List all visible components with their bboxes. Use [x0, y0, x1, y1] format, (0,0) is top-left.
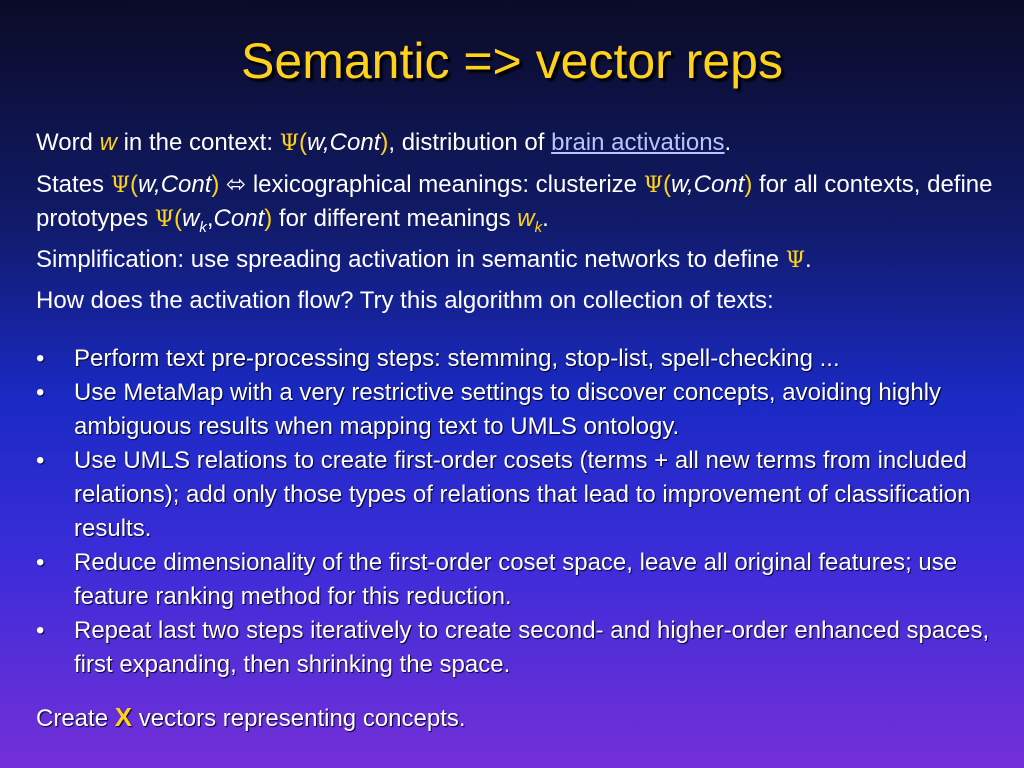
- list-item: [36, 546, 1006, 614]
- double-arrow-icon: ⬄: [219, 171, 253, 198]
- list-item-text: Repeat last two steps iteratively to create second- and higher-order enhanced spaces, first expanding, then shrinking the space.: [74, 617, 990, 678]
- symbol-cont: Cont: [213, 205, 265, 232]
- psi-symbol: Ψ: [110, 173, 131, 198]
- paragraph-states: [36, 168, 996, 236]
- text: for all contexts, define prototypes: [36, 171, 993, 232]
- psi-args: w,Cont: [306, 129, 381, 156]
- list-item-text: Use UMLS relations to create first-order cosets (terms + all new terms from included relations); add only those types of relations that lead to improvement of classification results.: [74, 447, 971, 542]
- paren: (: [174, 205, 183, 232]
- paragraph-question: How does the activation flow? Try this algorithm on collection of texts:: [36, 287, 774, 314]
- psi-args: w,Cont: [671, 171, 745, 198]
- paren: ): [264, 205, 273, 232]
- paren: (: [663, 171, 671, 198]
- paren: ): [744, 171, 753, 198]
- text: in the context:: [116, 129, 280, 156]
- psi-symbol: Ψ: [785, 248, 806, 273]
- text: .: [724, 129, 732, 156]
- paren: (: [298, 129, 307, 156]
- text: .: [805, 246, 812, 273]
- algorithm-steps-list: [36, 342, 1006, 682]
- list-item: [36, 376, 1006, 444]
- list-item: [36, 444, 1006, 546]
- psi-symbol: Ψ: [279, 131, 299, 156]
- symbol-w: w: [182, 205, 200, 232]
- brain-activations-link[interactable]: brain activations: [551, 129, 725, 156]
- text: Word: [36, 129, 100, 156]
- bullet-icon: •: [36, 617, 45, 644]
- text: ,: [206, 205, 214, 232]
- list-item: [36, 614, 1006, 682]
- psi-symbol: Ψ: [643, 173, 663, 198]
- text: lexicographical meanings: clusterize: [252, 171, 644, 198]
- list-item-text: Perform text pre-processing steps: stemming, stop-list, spell-checking ...: [74, 345, 840, 372]
- text: .: [542, 205, 549, 232]
- text: , distribution of: [388, 129, 552, 156]
- text: vectors representing concepts.: [132, 705, 466, 732]
- conclusion-line: [36, 700, 996, 736]
- paren: ): [380, 129, 389, 156]
- psi-symbol: Ψ: [154, 207, 175, 232]
- subscript-k: k: [534, 218, 543, 236]
- paragraph-simplification: [36, 243, 996, 277]
- symbol-w: w: [517, 205, 535, 232]
- bullet-icon: •: [36, 447, 45, 474]
- text: Create: [36, 705, 115, 732]
- text: for different meanings: [272, 205, 518, 232]
- bullet-icon: •: [36, 379, 45, 406]
- symbol-w: w: [99, 129, 117, 156]
- paragraph-context: [36, 126, 996, 160]
- x-vector-symbol: X: [114, 702, 133, 732]
- list-item-text: Reduce dimensionality of the first-order coset space, leave all original features; use feature ranking method for this reduction.: [74, 549, 958, 610]
- text: Simplification: use spreading activation in semantic networks to define: [36, 246, 786, 273]
- bullet-icon: •: [36, 549, 45, 576]
- paren: (: [130, 171, 139, 198]
- subscript-k: k: [199, 218, 207, 236]
- bullet-icon: •: [36, 345, 45, 372]
- list-item-text: Use MetaMap with a very restrictive settings to discover concepts, avoiding highly ambiguous results when mapping text to UMLS ontology.: [74, 379, 942, 440]
- text: States: [36, 171, 111, 198]
- paren: ): [211, 171, 220, 198]
- slide-title: Semantic => vector reps: [241, 33, 783, 89]
- psi-args: w,Cont: [138, 171, 212, 198]
- list-item: [36, 342, 1006, 376]
